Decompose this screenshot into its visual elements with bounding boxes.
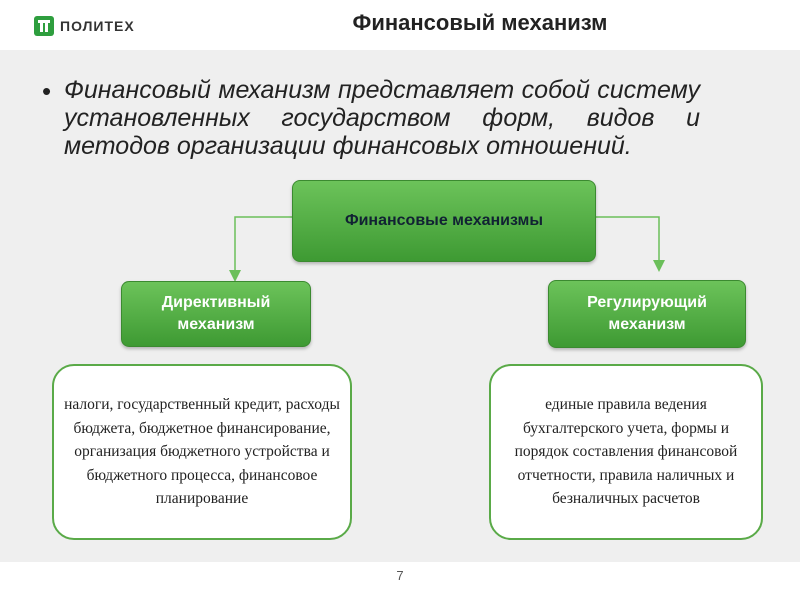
regulating-description-text: единые правила ведения бухгалтерского учета, формы и порядок составления финансовой отчетности, правила наличных и безналичных расчетов: [514, 396, 738, 508]
directive-mechanism-box: Директивный механизм: [121, 281, 311, 347]
page-number: 7: [396, 568, 404, 583]
slide-title: Финансовый механизм: [352, 10, 608, 35]
connector-right: [594, 217, 659, 266]
directive-description-text: налоги, государственный кредит, расходы бюджета, бюджетное финансирование, организация бюджетного устройства и бюджетного процесса, финансовое планирование: [64, 396, 340, 508]
directive-description: [52, 364, 352, 540]
root-mechanisms-box: Финансовые механизмы: [292, 180, 596, 262]
logo-text: ПОЛИТЕХ: [60, 18, 135, 34]
bullet-marker: •: [42, 76, 52, 106]
regulating-description: [489, 364, 763, 540]
connector-left: [235, 217, 292, 276]
intro-paragraph: Финансовый механизм представляет собой систему установленных государством форм, видов и методов организации финансовых отношений.: [64, 76, 700, 160]
regulating-mechanism-box: Регулирующий механизм: [548, 280, 746, 348]
